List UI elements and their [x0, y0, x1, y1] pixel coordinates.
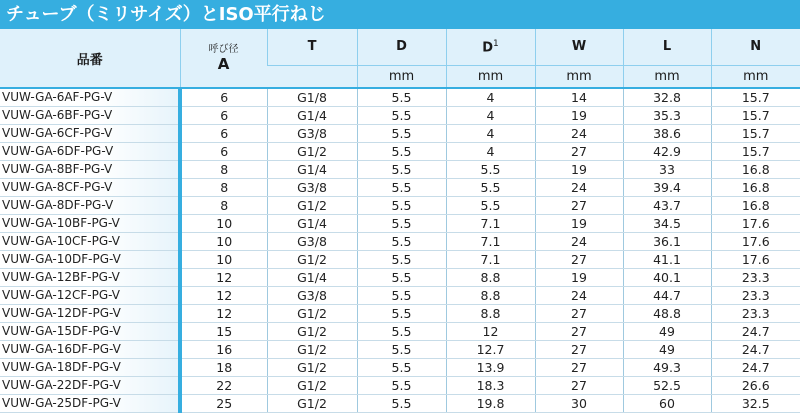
unit-D: mm — [357, 65, 446, 88]
nominal-size-cell: 12 — [180, 305, 267, 323]
d-cell: 5.5 — [357, 88, 446, 107]
table-row — [0, 395, 800, 413]
table-row — [0, 215, 800, 233]
nominal-size-cell: 22 — [180, 377, 267, 395]
n-cell: 32.5 — [711, 395, 800, 413]
nominal-size-cell: 12 — [180, 287, 267, 305]
w-cell: 14 — [535, 88, 623, 107]
header-row — [0, 29, 800, 65]
n-cell: 23.3 — [711, 305, 800, 323]
l-cell: 38.6 — [623, 125, 711, 143]
l-cell: 35.3 — [623, 107, 711, 125]
table-row — [0, 287, 800, 305]
nominal-size-cell: 25 — [180, 395, 267, 413]
col-header-part-no: 品番 — [0, 29, 180, 88]
d1-cell: 19.8 — [446, 395, 535, 413]
col-header-T: T — [267, 29, 357, 65]
thread-cell: G1/2 — [267, 143, 357, 161]
unit-T — [267, 65, 357, 88]
w-cell: 30 — [535, 395, 623, 413]
d-cell: 5.5 — [357, 107, 446, 125]
d1-cell: 8.8 — [446, 305, 535, 323]
thread-cell: G3/8 — [267, 125, 357, 143]
table-row — [0, 88, 800, 107]
d1-subscript: 1 — [493, 38, 499, 49]
unit-D1: mm — [446, 65, 535, 88]
table-row — [0, 377, 800, 395]
part-number-cell: VUW-GA-10BF-PG-V — [0, 215, 180, 233]
table-body — [0, 88, 800, 413]
thread-cell: G1/2 — [267, 305, 357, 323]
part-number-cell: VUW-GA-22DF-PG-V — [0, 377, 180, 395]
d1-cell: 7.1 — [446, 251, 535, 269]
table-row — [0, 305, 800, 323]
unit-W: mm — [535, 65, 623, 88]
d1-cell: 8.8 — [446, 287, 535, 305]
d1-cell: 4 — [446, 88, 535, 107]
l-cell: 44.7 — [623, 287, 711, 305]
thread-cell: G1/2 — [267, 341, 357, 359]
part-number-cell: VUW-GA-10CF-PG-V — [0, 233, 180, 251]
l-cell: 34.5 — [623, 215, 711, 233]
l-cell: 33 — [623, 161, 711, 179]
w-cell: 19 — [535, 215, 623, 233]
col-header-nominal-size — [180, 29, 267, 88]
table-row — [0, 233, 800, 251]
d-cell: 5.5 — [357, 377, 446, 395]
table-row — [0, 323, 800, 341]
thread-cell: G1/2 — [267, 395, 357, 413]
part-number-cell: VUW-GA-6AF-PG-V — [0, 88, 180, 107]
part-number-cell: VUW-GA-8BF-PG-V — [0, 161, 180, 179]
l-cell: 32.8 — [623, 88, 711, 107]
n-cell: 17.6 — [711, 233, 800, 251]
d-cell: 5.5 — [357, 143, 446, 161]
nominal-size-cell: 8 — [180, 179, 267, 197]
w-cell: 24 — [535, 287, 623, 305]
w-cell: 19 — [535, 161, 623, 179]
col-header-D1 — [446, 29, 535, 65]
d-cell: 5.5 — [357, 179, 446, 197]
l-cell: 42.9 — [623, 143, 711, 161]
d-cell: 5.5 — [357, 215, 446, 233]
part-number-cell: VUW-GA-8DF-PG-V — [0, 197, 180, 215]
l-cell: 36.1 — [623, 233, 711, 251]
n-cell: 24.7 — [711, 341, 800, 359]
n-cell: 24.7 — [711, 323, 800, 341]
nominal-size-cell: 10 — [180, 215, 267, 233]
nominal-size-cell: 6 — [180, 88, 267, 107]
nominal-size-cell: 10 — [180, 233, 267, 251]
d1-cell: 4 — [446, 143, 535, 161]
nominal-size-cell: 18 — [180, 359, 267, 377]
l-cell: 49 — [623, 323, 711, 341]
l-cell: 49.3 — [623, 359, 711, 377]
l-cell: 49 — [623, 341, 711, 359]
w-cell: 24 — [535, 179, 623, 197]
table-title: チューブ（ミリサイズ）とISO平行ねじ — [0, 0, 800, 29]
part-number-cell: VUW-GA-8CF-PG-V — [0, 179, 180, 197]
table-row — [0, 269, 800, 287]
nominal-size-cell: 12 — [180, 269, 267, 287]
nominal-size-letter: A — [217, 55, 230, 73]
d-cell: 5.5 — [357, 359, 446, 377]
n-cell: 16.8 — [711, 197, 800, 215]
w-cell: 27 — [535, 143, 623, 161]
d-cell: 5.5 — [357, 197, 446, 215]
part-number-cell: VUW-GA-12BF-PG-V — [0, 269, 180, 287]
thread-cell: G1/4 — [267, 215, 357, 233]
part-number-cell: VUW-GA-6DF-PG-V — [0, 143, 180, 161]
thread-cell: G3/8 — [267, 287, 357, 305]
table-row — [0, 107, 800, 125]
l-cell: 41.1 — [623, 251, 711, 269]
d1-cell: 5.5 — [446, 197, 535, 215]
nominal-size-cell: 6 — [180, 143, 267, 161]
n-cell: 15.7 — [711, 107, 800, 125]
nominal-size-cell: 16 — [180, 341, 267, 359]
thread-cell: G1/4 — [267, 269, 357, 287]
w-cell: 27 — [535, 377, 623, 395]
d1-cell: 8.8 — [446, 269, 535, 287]
n-cell: 17.6 — [711, 251, 800, 269]
w-cell: 19 — [535, 107, 623, 125]
d-cell: 5.5 — [357, 323, 446, 341]
n-cell: 15.7 — [711, 125, 800, 143]
l-cell: 60 — [623, 395, 711, 413]
part-number-cell: VUW-GA-6BF-PG-V — [0, 107, 180, 125]
part-number-cell: VUW-GA-25DF-PG-V — [0, 395, 180, 413]
thread-cell: G1/4 — [267, 107, 357, 125]
part-number-cell: VUW-GA-12CF-PG-V — [0, 287, 180, 305]
part-number-cell: VUW-GA-18DF-PG-V — [0, 359, 180, 377]
d-cell: 5.5 — [357, 251, 446, 269]
d1-cell: 18.3 — [446, 377, 535, 395]
w-cell: 24 — [535, 125, 623, 143]
d-cell: 5.5 — [357, 305, 446, 323]
col-header-L: L — [623, 29, 711, 65]
d-cell: 5.5 — [357, 341, 446, 359]
w-cell: 24 — [535, 233, 623, 251]
l-cell: 52.5 — [623, 377, 711, 395]
n-cell: 15.7 — [711, 143, 800, 161]
thread-cell: G1/2 — [267, 323, 357, 341]
n-cell: 17.6 — [711, 215, 800, 233]
part-number-cell: VUW-GA-15DF-PG-V — [0, 323, 180, 341]
col-header-N: N — [711, 29, 800, 65]
spec-table — [0, 29, 800, 413]
part-number-cell: VUW-GA-16DF-PG-V — [0, 341, 180, 359]
nominal-size-label: 呼び径 — [208, 44, 239, 55]
table-row — [0, 179, 800, 197]
thread-cell: G1/2 — [267, 251, 357, 269]
part-number-cell: VUW-GA-10DF-PG-V — [0, 251, 180, 269]
d1-cell: 4 — [446, 125, 535, 143]
thread-cell: G1/2 — [267, 377, 357, 395]
part-number-cell: VUW-GA-6CF-PG-V — [0, 125, 180, 143]
col-header-W: W — [535, 29, 623, 65]
d1-cell: 7.1 — [446, 233, 535, 251]
table-row — [0, 143, 800, 161]
table-row — [0, 125, 800, 143]
col-header-D: D — [357, 29, 446, 65]
table-row — [0, 359, 800, 377]
n-cell: 23.3 — [711, 269, 800, 287]
d1-letter: D — [482, 39, 494, 55]
l-cell: 39.4 — [623, 179, 711, 197]
d1-cell: 12.7 — [446, 341, 535, 359]
table-row — [0, 341, 800, 359]
thread-cell: G3/8 — [267, 179, 357, 197]
d-cell: 5.5 — [357, 125, 446, 143]
d1-cell: 5.5 — [446, 161, 535, 179]
n-cell: 15.7 — [711, 88, 800, 107]
unit-N: mm — [711, 65, 800, 88]
thread-cell: G1/2 — [267, 197, 357, 215]
n-cell: 26.6 — [711, 377, 800, 395]
d-cell: 5.5 — [357, 395, 446, 413]
l-cell: 40.1 — [623, 269, 711, 287]
n-cell: 16.8 — [711, 161, 800, 179]
w-cell: 27 — [535, 251, 623, 269]
l-cell: 43.7 — [623, 197, 711, 215]
nominal-size-cell: 8 — [180, 197, 267, 215]
d1-cell: 12 — [446, 323, 535, 341]
thread-cell: G1/8 — [267, 88, 357, 107]
n-cell: 24.7 — [711, 359, 800, 377]
d1-cell: 5.5 — [446, 179, 535, 197]
unit-L: mm — [623, 65, 711, 88]
nominal-size-cell: 6 — [180, 107, 267, 125]
thread-cell: G3/8 — [267, 233, 357, 251]
n-cell: 23.3 — [711, 287, 800, 305]
nominal-size-cell: 15 — [180, 323, 267, 341]
thread-cell: G1/4 — [267, 161, 357, 179]
table-row — [0, 161, 800, 179]
w-cell: 19 — [535, 269, 623, 287]
w-cell: 27 — [535, 359, 623, 377]
w-cell: 27 — [535, 197, 623, 215]
w-cell: 27 — [535, 323, 623, 341]
l-cell: 48.8 — [623, 305, 711, 323]
d1-cell: 7.1 — [446, 215, 535, 233]
d-cell: 5.5 — [357, 269, 446, 287]
d-cell: 5.5 — [357, 161, 446, 179]
d1-cell: 4 — [446, 107, 535, 125]
w-cell: 27 — [535, 305, 623, 323]
n-cell: 16.8 — [711, 179, 800, 197]
nominal-size-cell: 10 — [180, 251, 267, 269]
table-row — [0, 251, 800, 269]
d-cell: 5.5 — [357, 287, 446, 305]
thread-cell: G1/2 — [267, 359, 357, 377]
table-row — [0, 197, 800, 215]
part-number-cell: VUW-GA-12DF-PG-V — [0, 305, 180, 323]
w-cell: 27 — [535, 341, 623, 359]
d1-cell: 13.9 — [446, 359, 535, 377]
d-cell: 5.5 — [357, 233, 446, 251]
nominal-size-cell: 6 — [180, 125, 267, 143]
nominal-size-cell: 8 — [180, 161, 267, 179]
